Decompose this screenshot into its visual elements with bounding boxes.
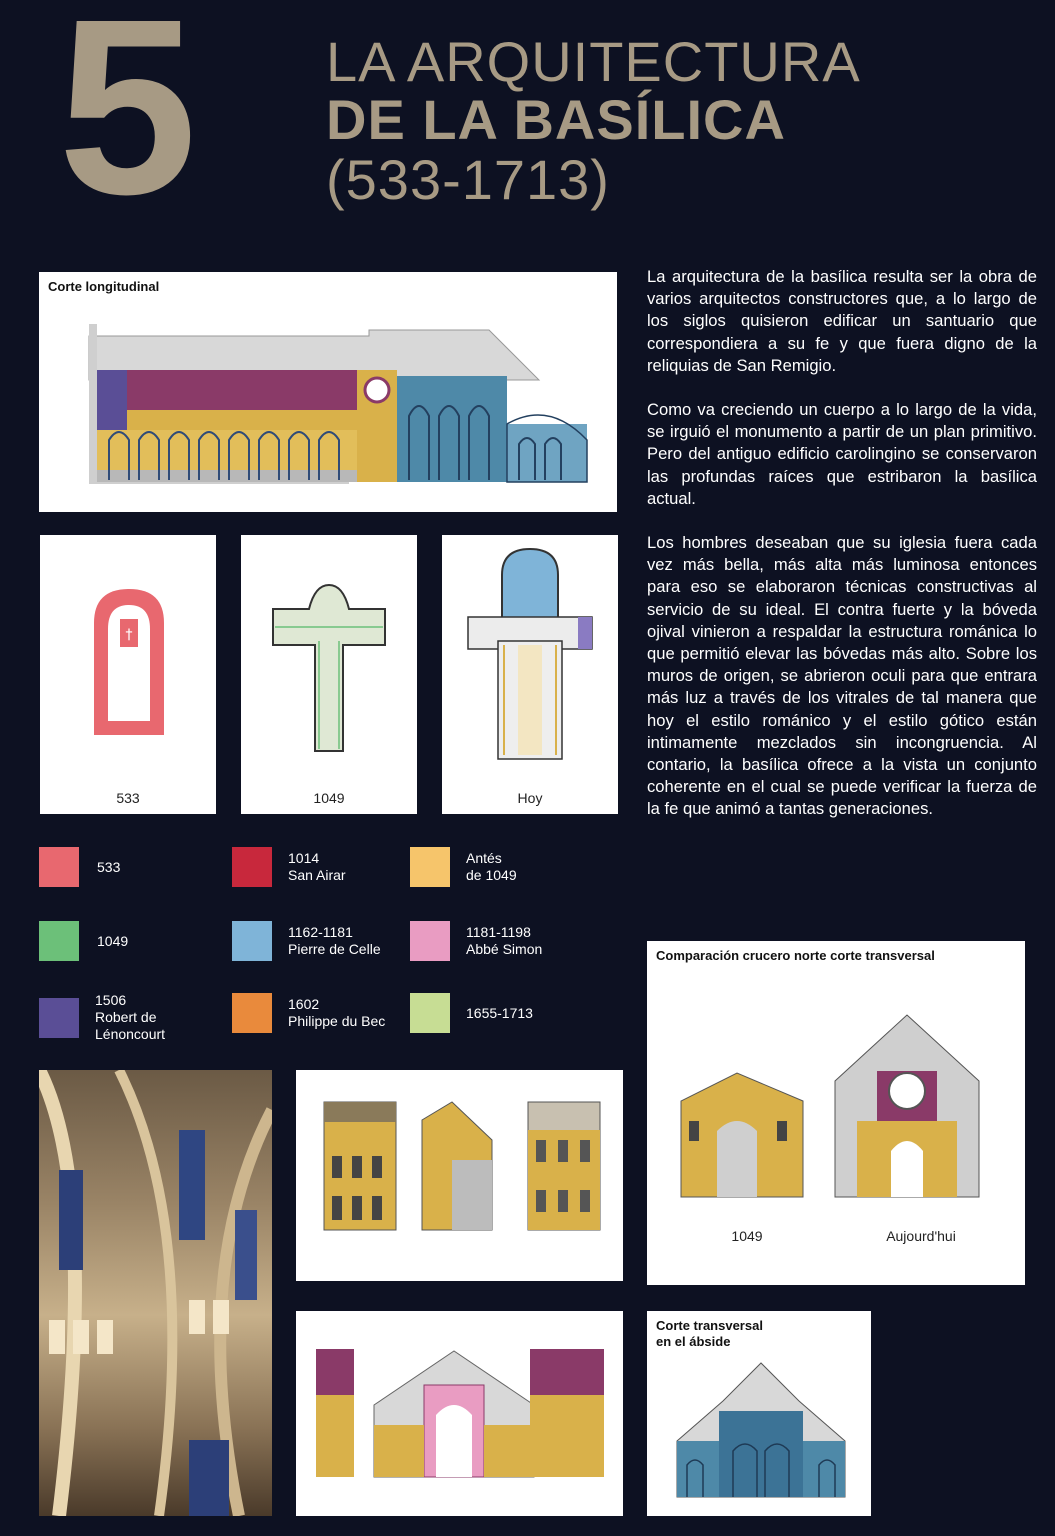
section-number: 5 bbox=[58, 0, 192, 246]
plan-533 bbox=[40, 535, 216, 814]
plan-1049 bbox=[241, 535, 417, 814]
legend-item bbox=[410, 993, 533, 1033]
elevation-panel-2 bbox=[296, 1311, 623, 1516]
panel-title: Comparación crucero norte corte transversal bbox=[656, 948, 935, 963]
legend-label: 1602 Philippe du Bec bbox=[288, 996, 386, 1029]
body-paragraph-1: La arquitectura de la basílica resulta ser la obra de varios arquitectos constructores que, a lo largo de los siglos quisieron edificar un santuario que correspondiera a su fe y que fuera digno de la reliquias de San Remigio. bbox=[647, 267, 1037, 375]
elevation-drawing-1 bbox=[322, 1100, 602, 1232]
legend-label: Antés de 1049 bbox=[466, 850, 517, 883]
title-line-1: LA ARQUITECTURA bbox=[326, 30, 861, 93]
legend-item bbox=[39, 847, 120, 887]
plan-label: Hoy bbox=[517, 790, 543, 806]
legend-item bbox=[232, 993, 385, 1033]
elevation-drawing-2 bbox=[314, 1345, 608, 1479]
apse-title-line-1: Corte transversal bbox=[656, 1318, 763, 1333]
legend-swatch bbox=[39, 847, 79, 887]
legend-swatch bbox=[232, 993, 272, 1033]
legend-swatch bbox=[410, 993, 450, 1033]
legend-swatch bbox=[410, 847, 450, 887]
body-text bbox=[647, 266, 1037, 843]
comparison-caption-right: Aujourd'hui bbox=[886, 1228, 956, 1244]
title-line-2: DE LA BASÍLICA bbox=[326, 88, 786, 151]
title-line-3: (533-1713) bbox=[326, 148, 610, 211]
legend-swatch bbox=[410, 921, 450, 961]
body-paragraph-2: Como va creciendo un cuerpo a lo largo de la vida, se irguió el monumento a partir de un plan primitivo. Pero del antiguo edificio carolingino se conservaron las profundas raíces que estribaron la basílica actual. bbox=[647, 400, 1037, 508]
legend-label: 1655-1713 bbox=[466, 1004, 533, 1021]
legend-label: 1181-1198 Abbé Simon bbox=[466, 924, 543, 957]
legend-swatch bbox=[232, 847, 272, 887]
interior-photo bbox=[39, 1070, 272, 1516]
comparison-caption-left: 1049 bbox=[731, 1228, 763, 1244]
longitudinal-section-drawing bbox=[79, 320, 589, 488]
longitudinal-section-panel bbox=[39, 272, 617, 512]
legend-swatch bbox=[39, 998, 79, 1038]
plan-label: 1049 bbox=[313, 790, 345, 806]
legend-label: 1049 bbox=[97, 932, 129, 949]
legend-label: 533 bbox=[97, 858, 121, 875]
plan-533-drawing bbox=[84, 585, 174, 745]
legend-item bbox=[410, 847, 517, 887]
elevation-panel-1 bbox=[296, 1070, 623, 1281]
legend-label: 1014 San Airar bbox=[288, 850, 346, 883]
legend-item bbox=[39, 992, 165, 1043]
legend-swatch bbox=[39, 921, 79, 961]
legend-label: 1506 Robert de Lénoncourt bbox=[95, 992, 166, 1042]
panel-title: Corte longitudinal bbox=[48, 279, 160, 294]
apse-title-line-2: en el ábside bbox=[656, 1334, 731, 1350]
panel-title bbox=[656, 1318, 763, 1351]
plan-today bbox=[442, 535, 618, 814]
legend-swatch bbox=[232, 921, 272, 961]
svg-text:†: † bbox=[125, 627, 133, 643]
legend-item bbox=[232, 921, 381, 961]
comparison-panel bbox=[647, 941, 1025, 1285]
interior-photo-drawing bbox=[39, 1070, 272, 1516]
apse-drawing bbox=[673, 1361, 849, 1501]
legend-label: 1162-1181 Pierre de Celle bbox=[288, 924, 381, 957]
comparison-drawing bbox=[677, 1011, 997, 1201]
plan-label: 533 bbox=[116, 790, 140, 806]
body-paragraph-3: Los hombres deseaban que su iglesia fuera cada vez más bella, más alta más luminosa entonces para eso se elaboraron técnicas constructivas al servicio de su ideal. El contra fuerte y la bóveda ojival vinieron a respaldar la estructura románica lo que permitió elevar las bóvedas más alto. Sobre los muros de origen, se abrieron oculi para que entrara más luz a través de los vitrales de tal manera que hoy el estilo románico y el estilo gótico están intimamente mezclados sin incongruencia. Al contario, la basílica ofrece a la vista un conjunto coherente en el cual se puede verificar la fuerza de la fe que animó a tantas generaciones. bbox=[647, 533, 1037, 819]
plan-1049-drawing bbox=[269, 581, 389, 757]
apse-panel bbox=[647, 1311, 871, 1516]
legend-item bbox=[410, 921, 542, 961]
legend-item bbox=[232, 847, 346, 887]
plan-today-drawing bbox=[462, 545, 598, 765]
legend-item bbox=[39, 921, 128, 961]
